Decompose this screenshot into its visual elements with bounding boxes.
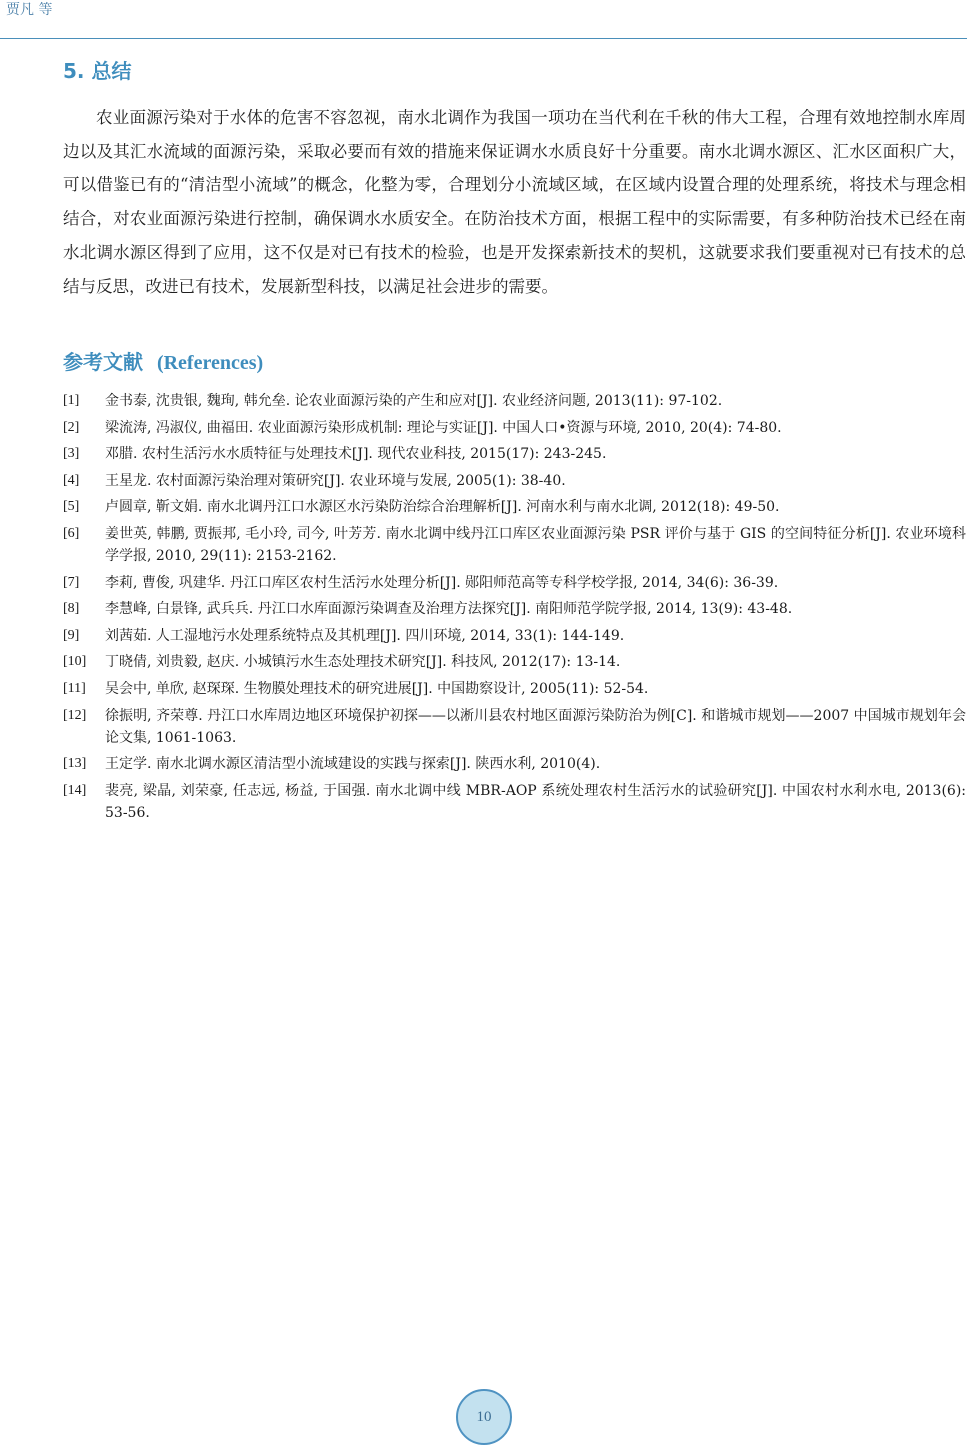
reference-number: [12] [63, 707, 87, 723]
reference-text: 邓腊. 农村生活污水水质特征与处理技术[J]. 现代农业科技, 2015(17): 243-245. [105, 446, 607, 463]
references-title-cn: 参考文献 [63, 350, 143, 374]
reference-text: 金书泰, 沈贵银, 魏珣, 韩允垒. 论农业面源污染的产生和应对[J]. 农业经济问题, 2013(11): 97-102. [105, 393, 723, 409]
reference-item [63, 780, 966, 824]
reference-text: 王定学. 南水北调水源区清洁型小流域建设的实践与探索[J]. 陕西水利, 2010(4). [105, 756, 601, 773]
conclusion-paragraph: 农业面源污染对于水体的危害不容忽视，南水北调作为我国一项功在当代利在千秋的伟大工程，合理有效地控制水库周边以及其汇水流域的面源污染，采取必要而有效的措施来保证调水水质良好十分重要。南水北调水源区、汇水区面积广大，可以借鉴已有的“清洁型小流域”的概念，化整为零，合理划分小流域区域，在区域内设置合理的处理系统，将技术与理念相结合，对农业面源污染进行控制，确保调水水质安全。在防治技术方面，根据工程中的实际需要，有多种防治技术已经在南水北调水源区得到了应用，这不仅是对已有技术的检验，也是开发探索新技术的契机，这就要求我们要重视对已有技术的总结与反思，改进已有技术，发展新型科技，以满足社会进步的需要。 [63, 108, 966, 296]
reference-text: 卢圆章, 靳文娟. 南水北调丹江口水源区水污染防治综合治理解析[J]. 河南水利与南水北调, 2012(18): 49-50. [105, 499, 780, 516]
reference-text: 刘茜茹. 人工湿地污水处理系统特点及其机理[J]. 四川环境, 2014, 33(1): 144-149. [105, 627, 625, 644]
reference-number: [13] [63, 756, 87, 772]
reference-text: 吴会中, 单欣, 赵琛琛. 生物膜处理技术的研究进展[J]. 中国勘察设计, 2005(11): 52-54. [105, 680, 649, 697]
reference-number: [1] [63, 393, 80, 408]
reference-number: [9] [63, 627, 80, 643]
reference-item [63, 496, 966, 518]
reference-text: 徐振明, 齐荣尊. 丹江口水库周边地区环境保护初探——以淅川县农村地区面源污染防治为例[C]. 和谐城市规划——2007 中国城市规划年会论文集, 1061-1063. [105, 707, 966, 746]
section-title: 5. 总结 [63, 59, 132, 83]
references-title-en: (References) [156, 352, 264, 374]
reference-text: 王星龙. 农村面源污染治理对策研究[J]. 农业环境与发展, 2005(1): 38-40. [105, 472, 566, 489]
reference-item [63, 572, 966, 594]
running-header-authors: 贾凡 等 [6, 2, 53, 18]
reference-number: [8] [63, 601, 80, 617]
reference-item [63, 470, 966, 492]
reference-text: 丁晓倩, 刘贵毅, 赵庆. 小城镇污水生态处理技术研究[J]. 科技风, 2012(17): 13-14. [105, 654, 621, 671]
reference-item [63, 651, 966, 673]
reference-text: 李莉, 曹俊, 巩建华. 丹江口库区农村生活污水处理分析[J]. 郧阳师范高等专科学校学报, 2014, 34(6): 36-39. [105, 574, 779, 591]
reference-number: [2] [63, 419, 80, 435]
reference-text: 梁流涛, 冯淑仪, 曲福田. 农业面源污染形成机制: 理论与实证[J]. 中国人口•资源与环境, 2010, 20(4): 74-80. [105, 419, 782, 436]
reference-number: [7] [63, 574, 80, 590]
reference-item [63, 417, 966, 439]
reference-item [63, 598, 966, 620]
reference-text: 裴亮, 梁晶, 刘荣豪, 任志远, 杨益, 于国强. 南水北调中线 MBR-AOP 系统处理农村生活污水的试验研究[J]. 中国农村水利水电, 2013(6): 53-56. [105, 782, 966, 821]
page-number-badge: 10 [456, 1389, 512, 1445]
reference-list [63, 390, 966, 828]
reference-number: [10] [63, 654, 87, 670]
reference-text: 李慧峰, 白景锋, 武兵兵. 丹江口水库面源污染调查及治理方法探究[J]. 南阳师范学院学报, 2014, 13(9): 43-48. [105, 601, 793, 618]
reference-text: 姜世英, 韩鹏, 贾振邦, 毛小玲, 司今, 叶芳芳. 南水北调中线丹江口库区农业面源污染 PSR 评价与基于 GIS 的空间特征分析[J]. 农业环境科学学报, 2010, 29(11): 2153-2162. [105, 525, 966, 564]
reference-number: [6] [63, 525, 80, 541]
reference-item [63, 753, 966, 775]
reference-item [63, 678, 966, 700]
reference-number: [14] [63, 782, 87, 798]
reference-item [63, 705, 966, 749]
reference-item [63, 625, 966, 647]
reference-number: [3] [63, 446, 80, 462]
reference-number: [5] [63, 499, 80, 515]
references-title [63, 348, 263, 377]
reference-number: [11] [63, 680, 86, 696]
reference-item [63, 390, 966, 412]
reference-item [63, 443, 966, 465]
reference-number: [4] [63, 472, 80, 488]
reference-item [63, 523, 966, 567]
header-divider [0, 38, 967, 39]
